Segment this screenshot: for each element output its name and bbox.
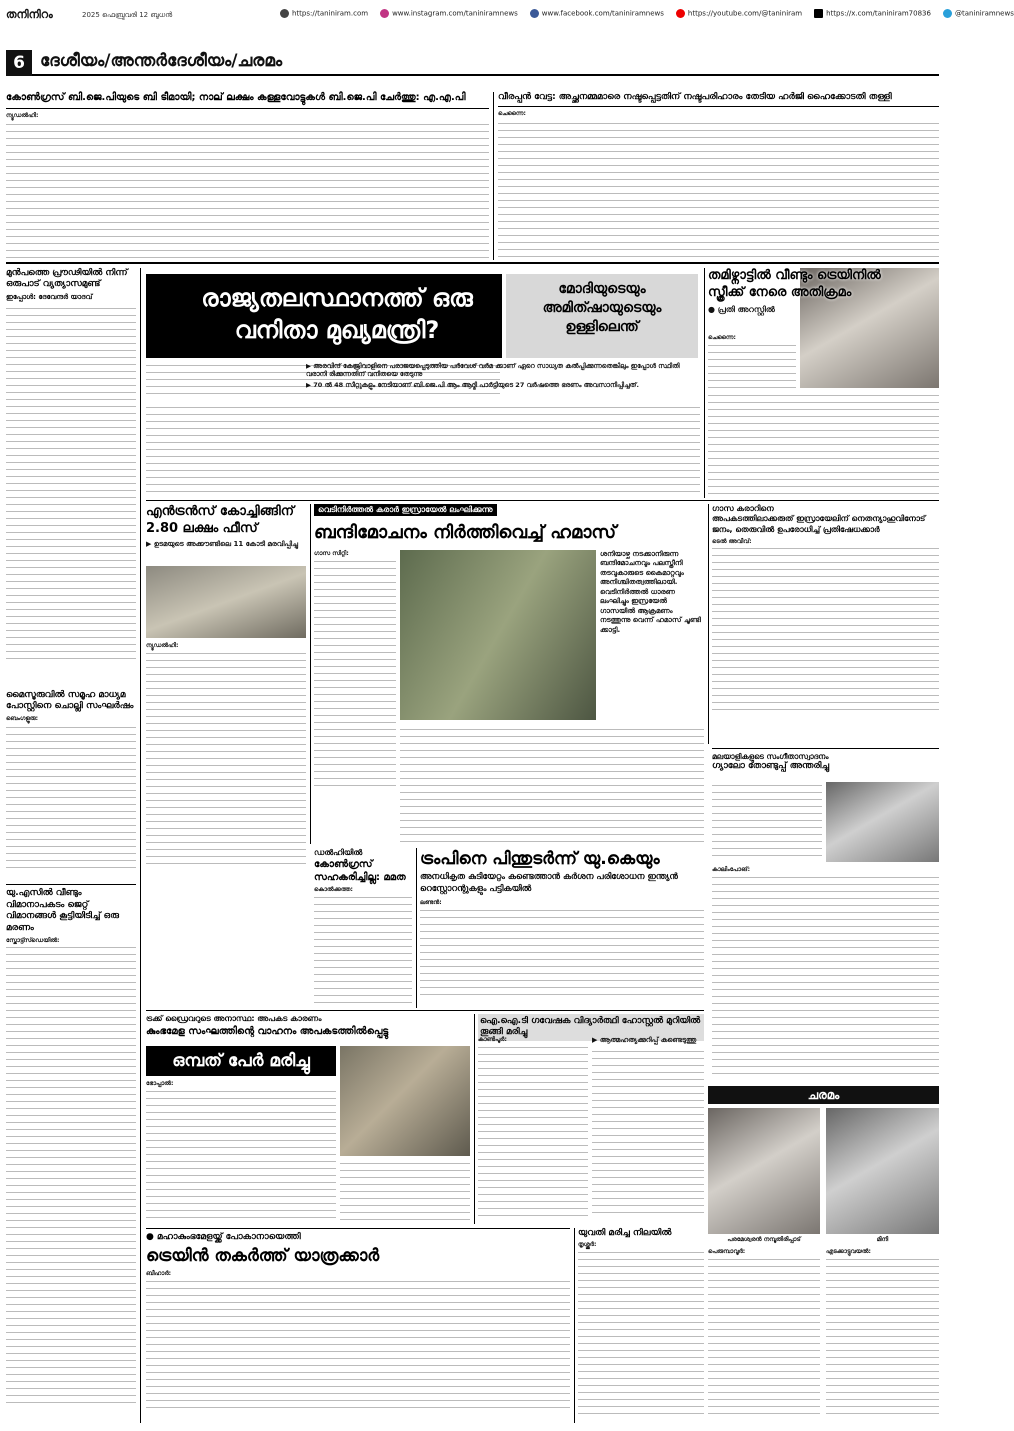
headline: യു.എസിൽ വീണ്ടും വിമാനാപകടം ജെറ്റ് വിമാനങ്ങൾ കൂട്ടിയിടിച്ച് ഒരു മരണം [6, 888, 119, 934]
person-2-name: മിനി [876, 1236, 889, 1243]
byline: ഭോപ്പാൽ: [146, 1080, 174, 1087]
article-kumbh-accident [146, 1014, 470, 1224]
article-gaza-protest [712, 504, 939, 744]
masthead: തനിനിറം [6, 8, 53, 21]
byline-2: എടക്കാട്ടുവയൽ: [826, 1248, 871, 1255]
byline: കാലിംപോങ്: [712, 866, 751, 873]
byline-1: പെരുമ്പാവൂർ: [708, 1248, 746, 1255]
page-number: 6 [6, 50, 32, 76]
instagram-icon [380, 9, 389, 18]
bullet-icon: ● [708, 304, 718, 314]
bullet-icon: ▶ [306, 381, 314, 390]
facebook-icon [530, 9, 539, 18]
headline: വീരപ്പന്‍ വേട്ട: അച്ഛനമ്മമാരെ നഷ്ടപ്പെട്ടതിന് നഷ്ടപരിഹാരം തേടിയ ഹർജി ഹൈക്കോടതി തള്ളി [498, 92, 939, 107]
byline: ബെംഗളൂരു: [6, 714, 39, 722]
modi-shah-banner: മോദിയുടെയും അമിത്ഷായുടെയും ഉള്ളിലെന്ത് [542, 281, 662, 335]
headline: മുന്‍പത്തെ പ്രൗഢിയിൽ നിന്ന് ഒരുപാട് വ്യത്യാസമുണ്ട് [6, 268, 128, 290]
modi-shah-box [506, 274, 698, 358]
kicker: വെടിനിർത്തൽ കരാർ ഇസ്രായേൽ ലംഘിക്കുന്നു [314, 504, 497, 516]
article-body [6, 944, 136, 1404]
banner: ഒമ്പത് പേർ മരിച്ചു [146, 1046, 336, 1076]
headline: ട്രെയിൻ തകർത്ത് യാത്രക്കാർ [146, 1246, 380, 1267]
article-aap [6, 92, 489, 260]
subhead: ● പ്രതി അറസ്റ്റിൽ [708, 304, 775, 314]
bullet-2: ▶ 70 ൽ 48 സീറ്റുകളും നേടിയാണ് ബി.ജെ.പി ആം ആദ്മി പാർട്ടിയുടെ 27 വർഷത്തെ ഭരണം അവസാനിപ്പിച്ചത്. [306, 381, 639, 390]
article-devender [6, 268, 136, 686]
instagram-link[interactable]: www.instagram.com/taniniramnews [380, 9, 518, 18]
subhead: ഇപ്പോൾ: ദേവേന്ദർ യാദവ് [6, 292, 93, 301]
byline: കൊൽക്കത്ത: [314, 886, 353, 893]
youtube-icon [676, 9, 685, 18]
article-body [400, 726, 704, 844]
byline: സ്കോട്ട്സ്ഡെയിൽ: [6, 936, 60, 944]
byline: ന്യൂഡല്‍ഹി: [6, 111, 39, 119]
hamas-fighters-photo [400, 550, 596, 720]
article-body [314, 894, 412, 1004]
accident-photo [340, 1046, 470, 1156]
byline: തൃശ്ശൂർ: [578, 1241, 597, 1249]
headline: ഐ.ഐ.ടി ഗവേഷക വിദ്യാർത്ഥി ഹോസ്റ്റൽ മുറിയിൽ തൂങ്ങി മരിച്ചു [478, 1014, 704, 1041]
telegram-link[interactable]: @taniniramnews [943, 9, 1014, 18]
article-uk [420, 848, 704, 1008]
bullet-icon: ● [146, 1232, 157, 1242]
obituary-photo-1 [708, 1108, 820, 1234]
article-kumbh-train [146, 1232, 570, 1424]
entrance-body [146, 642, 306, 872]
facebook-link[interactable]: www.facebook.com/taniniramnews [530, 9, 664, 18]
article-iit [478, 1014, 704, 1224]
kicker: മലയാളികളുടെ സംഗീതാസ്വാദനം [712, 752, 829, 761]
headline: യുവതി മരിച്ച നിലയിൽ [578, 1228, 672, 1238]
article-tamilnadu [708, 268, 939, 498]
kicker: ട്രക്ക് ഡ്രൈവറുടെ അനാസ്ഥ: അപകട കാരണം [146, 1014, 322, 1023]
page-header [0, 0, 1014, 46]
section-title: ദേശീയം/അന്തർദേശീയം/ചരമം [40, 51, 283, 71]
banner-left-fill [146, 274, 172, 358]
headline: കുംഭമേള സംഘത്തിന്റെ വാഹനം അപകടത്തിൽപ്പെട്ടു [146, 1026, 389, 1037]
pull-quote: ശനിയാഴ്ച നടക്കാനിരുന്ന ബന്ദിമോചനവും പലസ്തീനി തടവുകാരുടെ കൈമാറ്റവും അനിശ്ചിതത്വത്തിലായി. വെടിനിർത്തൽ ധാരണ ലംഘിച്ചും ഇസ്രയേൽ ഗാസയിൽ ആക്രമണം നടത്തുന്നു വെന്ന് ഹമാസ് ചൂണ്ടി ക്കാട്ടി. [600, 550, 701, 634]
social-links [280, 9, 1014, 18]
article-us-crash [6, 888, 136, 1418]
subhead: അനധികൃത കുടിയേറ്റം കണ്ടെത്താൻ കർശന പരിശോധന ഇന്ത്യൻ റെസ്റ്റോറന്റുകളും പട്ടികയിൽ [420, 872, 678, 894]
headline: മൈസൂരുവിൽ സമൂഹ മാധ്യമ പോസ്റ്റിനെ ചൊല്ലി സംഘർഷം [6, 690, 134, 712]
globe-icon [280, 9, 289, 18]
subhead: ▶ ഉടമയുടെ അക്കൗണ്ടിലെ 11 കോടി മരവിപ്പിച്ചു [146, 539, 298, 548]
article-body [146, 1278, 570, 1408]
gyalo-portrait [826, 782, 939, 862]
kicker: ഗാസ കരാറിനെ [712, 504, 774, 513]
headline: കോൺഗ്രസ് ബി.ജെ.പിയുടെ ബി ടീമായി; നാല് ലക്ഷം കള്ളവോട്ടുകൾ ബി.ജെ.പി ചേർത്തു: എ.എ.പി [6, 92, 489, 109]
article-body [6, 121, 489, 261]
article-veerappan [498, 92, 939, 260]
article-body [708, 392, 939, 496]
x-icon [814, 9, 823, 18]
bullet-icon: ▶ [592, 1036, 600, 1044]
website-link[interactable]: https://taniniram.com [280, 9, 368, 18]
issue-date: 2025 ഫെബ്രുവരി 12 ബുധന്‍ [82, 11, 173, 19]
byline: ലണ്ടൻ: [420, 899, 442, 907]
bullet-icon: ▶ [146, 539, 154, 548]
kicker: ● മഹാകുംഭമേളയ്ക്ക് പോകാനായെത്തി [146, 1232, 301, 1242]
article-body [578, 1249, 704, 1419]
headline: ട്രംപിനെ പിന്തുടർന്ന് യു.കെയും [420, 849, 660, 869]
article-body [6, 305, 136, 660]
article-gyalo [712, 752, 939, 1082]
coaching-building-photo [146, 566, 306, 638]
obituary-photo-2 [826, 1108, 939, 1234]
article-mysore [6, 690, 136, 880]
subhead: ▶ ആത്മഹത്യക്കുറിപ്പ് കണ്ടെടുത്തു [592, 1036, 697, 1044]
byline: ചെന്നൈ: [498, 110, 526, 118]
article-body [420, 907, 704, 999]
person-1-name: പരമേശ്വരൻ നമ്പൂതിരിപ്പാട് [727, 1236, 801, 1243]
byline: കാൺപൂർ: [478, 1036, 507, 1043]
article-body [712, 545, 939, 715]
byline: ന്യൂഡൽഹി: [146, 642, 179, 649]
bullet-1: ▶ അരവിന്ദ് കേജ്രിവാളിനെ പരാജയപ്പെടുത്തിയ പർവേശ് വർമ ക്കാണ് ഏറെ സാധ്യത കൽപ്പിക്കുന്നതെങ്കിലും ഇപ്പോൾ സ്ഥിതി വരാനി രിക്കുന്നതിന് വനിതയെ തേടുന്നു [306, 362, 680, 379]
article-body [498, 120, 939, 260]
headline: കോൺഗ്രസ് സഹകരിച്ചില്ല: മമത [314, 859, 406, 883]
article-body [6, 724, 136, 874]
telegram-icon [943, 9, 952, 18]
byline: ബീഹാർ: [146, 1270, 172, 1278]
x-link[interactable]: https://x.com/taniniram70836 [814, 9, 931, 18]
headline: ബന്ദിമോചനം നിർത്തിവെച്ച് ഹമാസ് [314, 522, 617, 543]
byline: ഗാസ സിറ്റി: [314, 550, 349, 557]
headline: തമിഴ്നാട്ടിൽ വീണ്ടും ട്രെയിനിൽ സ്ത്രീക്ക് നേരെ അതിക്രമം [708, 268, 881, 300]
kicker: ഡൽഹിയിൽ [314, 848, 363, 857]
woman-cm-body-2 [146, 404, 700, 496]
article-mamata [314, 848, 412, 1008]
article-hamas [314, 504, 704, 844]
headline: അപകടത്തിലാക്കരുത് ഇസ്രായേലിന് നെതന്യാഹുവിനോട് ജനം, തെരുവിൽ ഉപരോധിച്ച് പ്രതിഷേധക്കാർ [712, 514, 926, 534]
woman-cm-banner: രാജ്യതലസ്ഥാനത്ത് ഒരു വനിതാ മുഖ്യമന്ത്രി? [172, 274, 502, 358]
youtube-link[interactable]: https://youtube.com/@taniniram [676, 9, 802, 18]
article-youth-dead [578, 1228, 704, 1423]
obituary-banner: ചരമം [708, 1086, 939, 1104]
section-bar [6, 50, 939, 76]
obituaries-section [708, 1086, 939, 1424]
byline: ടെൽ അവീവ്: [712, 537, 752, 545]
headline: ഗ്യാലോ തോണ്ടുപ്പ് അന്തരിച്ചു [712, 761, 830, 772]
byline: ചെന്നൈ: [708, 334, 736, 341]
bullet-icon: ▶ [306, 362, 314, 370]
headline: എൻട്രൻസ് കോച്ചിങ്ങിന് 2.80 ലക്ഷം ഫീസ് [146, 504, 294, 536]
